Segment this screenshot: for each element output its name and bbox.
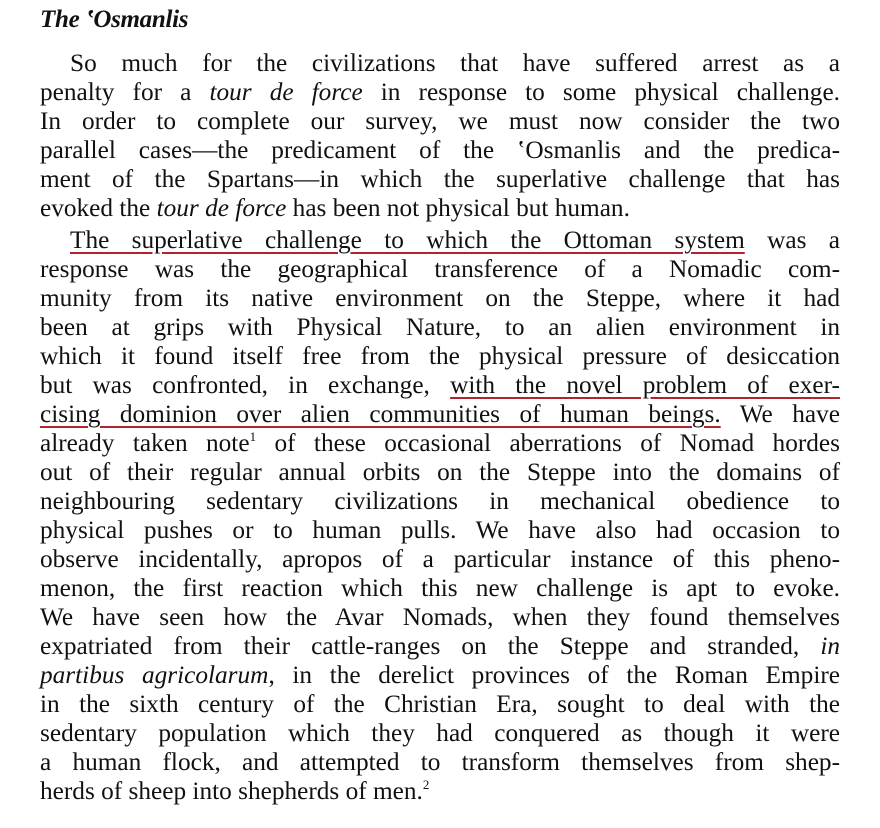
text-line: already taken note$^1$ of these occasional aberrations of Nomad hordes: [40, 428, 840, 457]
section-heading: The ʽOsmanlis: [40, 6, 189, 33]
text-line: menon, the first reaction which this new challenge is apt to evoke.: [40, 574, 840, 602]
italic-phrase: partibus agricolarum: [40, 661, 269, 689]
text-line: So much for the civilizations that have suffered arrest as a: [70, 49, 840, 77]
text-line: observe incidentally, apropos of a particular instance of this pheno-: [40, 545, 840, 573]
text-line: We have seen how the Avar Nomads, when they found themselves: [40, 603, 840, 631]
text-line: parallel cases—the predicament of the ʽOsmanlis and the predica-: [40, 136, 840, 164]
text-line: expatriated from their cattle-ranges on the Steppe and stranded, in: [40, 632, 840, 660]
text-line: partibus agricolarum, in the derelict provinces of the Roman Empire: [40, 661, 840, 689]
italic-phrase: in: [820, 632, 840, 660]
text-line: a human flock, and attempted to transform themselves from shep-: [40, 748, 840, 776]
text-line: been at grips with Physical Nature, to an alien environment in: [40, 313, 840, 341]
text-line: herds of sheep into shepherds of men.$^2$: [40, 776, 430, 805]
text-line: in the sixth century of the Christian Era, sought to deal with the: [40, 690, 840, 718]
underlined-phrase: The superlative challenge to which the Ottoman system: [70, 226, 745, 254]
italic-phrase: tour de force: [156, 194, 287, 222]
text-line: cising dominion over alien communities of human beings. We have: [40, 400, 840, 428]
footnote-marker: 1: [249, 428, 257, 444]
underlined-phrase: cising dominion over alien communities of human beings.: [40, 400, 721, 428]
text-line: which it found itself free from the physical pressure of desiccation: [40, 342, 840, 370]
text-line: out of their regular annual orbits on the Steppe into the domains of: [40, 458, 840, 486]
text-line: response was the geographical transference of a Nomadic com-: [40, 255, 840, 283]
underlined-phrase: with the novel problem of exer-: [450, 371, 840, 399]
text-line: physical pushes or to human pulls. We have also had occasion to: [40, 516, 840, 544]
text-line: evoked the tour de force has been not physical but human.: [40, 194, 630, 222]
text-line: neighbouring sedentary civilizations in mechanical obedience to: [40, 487, 840, 515]
text-line: ment of the Spartans—in which the superlative challenge that has: [40, 165, 840, 193]
text-line: The superlative challenge to which the Ottoman system was a: [70, 226, 841, 254]
footnote-marker: 2: [422, 776, 430, 792]
text-line: munity from its native environment on the Steppe, where it had: [40, 284, 840, 312]
text-line: but was confronted, in exchange, with the novel problem of exer-: [40, 371, 840, 399]
text-line: penalty for a tour de force in response to some physical challenge.: [40, 78, 840, 106]
text-line: sedentary population which they had conquered as though it were: [40, 719, 840, 747]
text-line: In order to complete our survey, we must now consider the two: [40, 107, 840, 135]
italic-phrase: tour de force: [209, 78, 363, 106]
